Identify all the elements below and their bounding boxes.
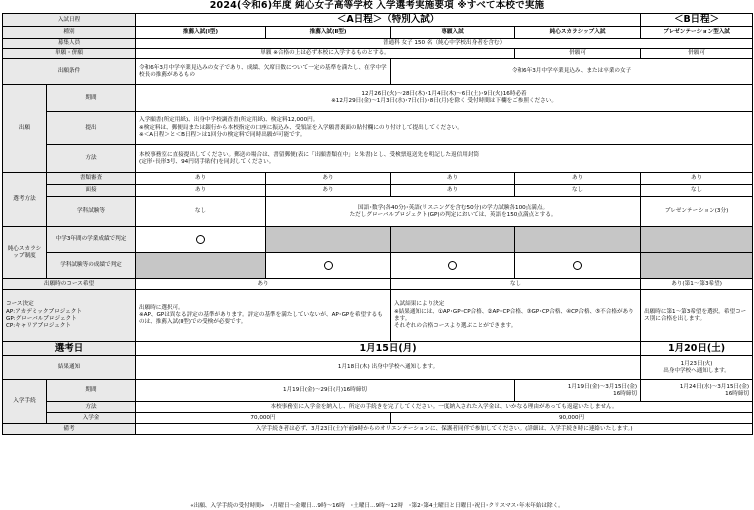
method-label: 方法 bbox=[47, 145, 136, 173]
table-row bbox=[3, 85, 753, 112]
table-row bbox=[3, 279, 753, 290]
procedure-period-c: 1月24日(水)～3月15日(金) 16時締切 bbox=[641, 380, 753, 402]
note-value: 入学手続き者は必ず、3月23日(土)午前9時からのオリエンテーションに、保護者同伴で参加してください。(詳細は、入学手続き時に連絡いたします。) bbox=[136, 424, 753, 435]
b-schedule-header: ＜B日程＞ bbox=[641, 14, 753, 27]
scholarship-grades-1 bbox=[136, 227, 266, 253]
period-line-2: ※12月29日(金)～1月3日(水)･7日(日)･8日(月)を除く 受付時間は下欄をご参照ください。 bbox=[331, 98, 557, 105]
entrance-fee-b: 90,000円 bbox=[391, 413, 753, 424]
interview-4: なし bbox=[515, 185, 641, 197]
doc-review-2: あり bbox=[266, 173, 391, 185]
test-label: 学科試験等 bbox=[47, 197, 136, 227]
interview-2: あり bbox=[266, 185, 391, 197]
test-none: なし bbox=[136, 197, 266, 227]
type-header-3: 専願入試 bbox=[391, 27, 515, 39]
type-label: 種別 bbox=[3, 27, 136, 39]
period-line-1: 12月26日(火)～28日(木)･1月4日(木)～6日(土)･9日(火)16時必着 bbox=[361, 91, 527, 98]
condition-value-general: 令和6年3月中学卒業見込み、または卒業の女子 bbox=[391, 59, 753, 85]
table-row bbox=[3, 14, 753, 27]
scholarship-test-2 bbox=[266, 253, 391, 279]
table-row bbox=[3, 197, 753, 227]
course-decision-label: コース決定 AP:アカデミックプロジェクト GP:グローバルプロジェクト CP:キャリアプロジェクト bbox=[3, 290, 136, 342]
table-row bbox=[3, 112, 753, 145]
notify-b: 1月23日(火) 出身中学校へ通知します。 bbox=[641, 356, 753, 380]
interview-1: あり bbox=[136, 185, 266, 197]
recruit-label: 募集人員 bbox=[3, 39, 136, 49]
table-row bbox=[3, 290, 753, 342]
doc-review-4: あり bbox=[515, 173, 641, 185]
scholarship-test-5 bbox=[641, 253, 753, 279]
circle-mark-icon bbox=[324, 261, 333, 270]
combo-allowed-1: 併願可 bbox=[515, 49, 641, 59]
procedure-period-a: 1月19日(金)～29日(月)16時締切 bbox=[136, 380, 515, 402]
doc-review-label: 書類審査 bbox=[47, 173, 136, 185]
circle-mark-icon bbox=[573, 261, 582, 270]
doc-review-1: あり bbox=[136, 173, 266, 185]
table-row bbox=[3, 145, 753, 173]
reception-hours-note: «出願、入学手続の受付時間» ･月曜日～金曜日…9時～16時 ･土曜日…9時～12時 ･第2･第4土曜日と日曜日･祝日･クリスマス･年末年始は除く。 bbox=[190, 503, 564, 509]
a-schedule-header: ＜A日程＞（特別入試） bbox=[136, 14, 641, 27]
table-row bbox=[3, 402, 753, 413]
method-value: 本校事務室に直接提出してください。郵送の場合は、書留郵便(表に「出願書類在中」と朱書)とし、受検票返送先を明記した返信用封筒 (定形･長形3号、94円切手貼付)を同封してください。 bbox=[136, 145, 753, 173]
submit-label: 提出 bbox=[47, 112, 136, 145]
selection-label: 選考方法 bbox=[3, 173, 47, 227]
table-row bbox=[3, 424, 753, 435]
circle-mark-icon bbox=[448, 261, 457, 270]
scholarship-label: 純心スカラシップ制度 bbox=[3, 227, 47, 279]
procedure-label: 入学手続 bbox=[3, 380, 47, 424]
scholarship-test-label: 学科試験等の成績で判定 bbox=[47, 253, 136, 279]
scholarship-grades-4 bbox=[515, 227, 641, 253]
table-row bbox=[3, 59, 753, 85]
page-title: 2024(令和6)年度 純心女子高等学校 入学選考実施要項 ※すべて本校で実施 bbox=[209, 0, 545, 11]
single-combo-label: 単願・併願 bbox=[3, 49, 136, 59]
type-header-2: 推薦入試(Ⅱ型) bbox=[266, 27, 391, 39]
scholarship-grades-5 bbox=[641, 227, 753, 253]
interview-label: 面接 bbox=[47, 185, 136, 197]
scholarship-test-3 bbox=[391, 253, 515, 279]
table-row bbox=[3, 342, 753, 356]
table-row bbox=[3, 185, 753, 197]
exam-date-label: 入試日程 bbox=[3, 14, 136, 27]
notify-label: 結果通知 bbox=[3, 356, 136, 380]
procedure-period-label: 期間 bbox=[47, 380, 136, 402]
interview-5: なし bbox=[641, 185, 753, 197]
table-row bbox=[3, 413, 753, 424]
scholarship-grades-label: 中学3年間の学業成績で判定 bbox=[47, 227, 136, 253]
table-row bbox=[3, 253, 753, 279]
test-presentation: プレゼンテーション(3分) bbox=[641, 197, 753, 227]
submit-value: 入学願書(所定用紙)、出身中学校調査書(所定用紙)、検定料12,000円。 ※検定料は、郵便局または銀行から本校指定の口座に振込み、受領証を入学願書裏面の貼付欄にのり付けして提出してください。 ※＜A日程＞と＜B日程＞は1回分の検定料で同時出願が可能です。 bbox=[136, 112, 753, 145]
course-decision-recommend: 出願時に選択可。 ※AP、GPは異なる評定の基準があります。評定の基準を満たしていないが、AP･GPを希望するものは、推薦入試(Ⅱ型)での受検が必要です。 bbox=[136, 290, 391, 342]
condition-label: 出願条件 bbox=[3, 59, 136, 85]
note-label: 備考 bbox=[3, 424, 136, 435]
procedure-method-value: 本校事務室に入学金を納入し、所定の手続きを完了してください。一度納入された入学金は、いかなる理由があっても返還いたしません。 bbox=[136, 402, 753, 413]
table-row bbox=[3, 27, 753, 39]
type-header-5: プレゼンテーション型入試 bbox=[641, 27, 753, 39]
entrance-fee-a: 70,000円 bbox=[136, 413, 391, 424]
type-header-1: 推薦入試(Ⅰ型) bbox=[136, 27, 266, 39]
period-value bbox=[136, 85, 753, 112]
table-row bbox=[3, 380, 753, 402]
table-row bbox=[3, 356, 753, 380]
doc-review-5: あり bbox=[641, 173, 753, 185]
condition-value-recommend: 令和6年3月中学卒業見込みの女子であり、成績、欠席日数について一定の基準を満たし、在学中学校長の推薦があるもの bbox=[136, 59, 391, 85]
interview-3: あり bbox=[391, 185, 515, 197]
procedure-method-label: 方法 bbox=[47, 402, 136, 413]
course-decision-result: 入試結果により決定 ※結果通知には、①AP･GP･CP合格、②AP･CP合格、③GP･CP合格、④CP合格、⑤不合格があります。 それぞれの合格コースより選ぶことができます。 bbox=[391, 290, 641, 342]
application-label: 出願 bbox=[3, 85, 47, 173]
course-pref-yes: あり bbox=[136, 279, 391, 290]
admission-table bbox=[2, 13, 753, 435]
type-header-4: 純心スカラシップ入試 bbox=[515, 27, 641, 39]
combo-allowed-2: 併願可 bbox=[641, 49, 753, 59]
notify-a: 1月18日(木) 出身中学校へ通知します。 bbox=[136, 356, 641, 380]
course-pref-ranked: あり(第1～第3希望) bbox=[641, 279, 753, 290]
table-row bbox=[3, 39, 753, 49]
table-row bbox=[3, 49, 753, 59]
doc-review-3: あり bbox=[391, 173, 515, 185]
course-pref-no: なし bbox=[391, 279, 641, 290]
exam-day-a: 1月15日(月) bbox=[136, 342, 641, 356]
scholarship-grades-3 bbox=[391, 227, 515, 253]
scholarship-grades-2 bbox=[266, 227, 391, 253]
exam-day-label: 選考日 bbox=[3, 342, 136, 356]
table-row bbox=[3, 173, 753, 185]
circle-mark-icon bbox=[196, 235, 205, 244]
period-label: 期間 bbox=[47, 85, 136, 112]
test-academic: 国語･数学(各40分)･英語(リスニングを含む50分)の学力試験各100点満点。 ただしグローバルプロジェクト(GP)の判定においては、英語を150点満点とする。 bbox=[266, 197, 641, 227]
procedure-period-b: 1月19日(金)～3月15日(金) 16時締切 bbox=[515, 380, 641, 402]
scholarship-test-4 bbox=[515, 253, 641, 279]
single-value: 単願 ※合格の上は必ず本校に入学するものとする。 bbox=[136, 49, 515, 59]
scholarship-test-1 bbox=[136, 253, 266, 279]
table-row bbox=[3, 227, 753, 253]
course-decision-presentation: 出願時に第1～第3希望を選択。希望コース別に合格を出します。 bbox=[641, 290, 753, 342]
exam-day-b: 1月20日(土) bbox=[641, 342, 753, 356]
recruit-value: 普通科 女子 150 名（純心中学校出身者を含む） bbox=[136, 39, 753, 49]
entrance-fee-label: 入学金 bbox=[47, 413, 136, 424]
course-pref-label: 出願時のコース希望 bbox=[3, 279, 136, 290]
